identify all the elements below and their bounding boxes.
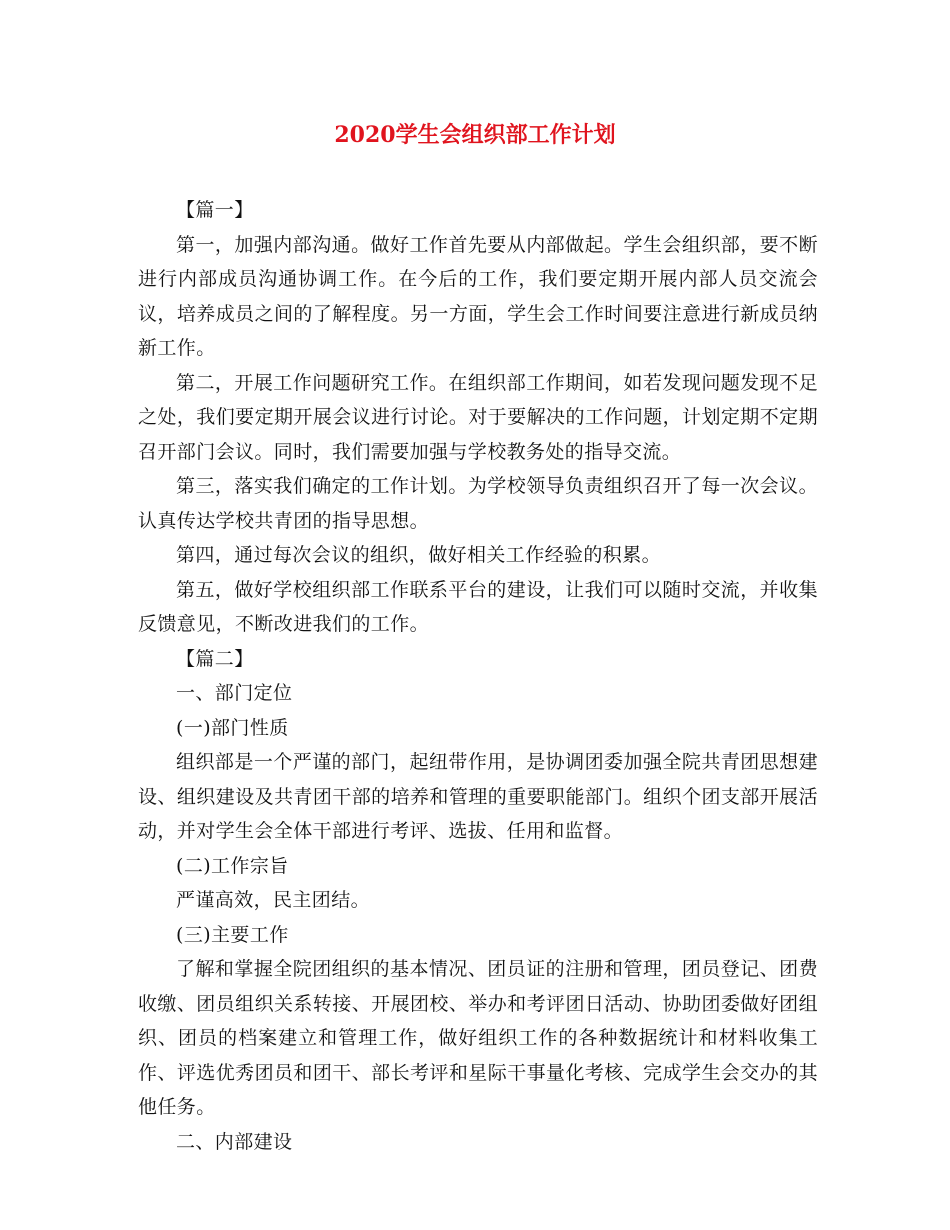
section-heading-1: 【篇一】 (176, 199, 254, 221)
paragraph: 第五，做好学校组织部工作联系平台的建设，让我们可以随时交流，并收集反馈意见，不断改进我们的工作。 (138, 578, 818, 635)
paragraph: 第三，落实我们确定的工作计划。为学校领导负责组织召开了每一次会议。认真传达学校共青团的指导思想。 (138, 475, 818, 532)
paragraph: 严谨高效，民主团结。 (176, 889, 371, 911)
subheading: 一、部门定位 (176, 682, 293, 704)
section-heading-2: 【篇二】 (176, 647, 254, 670)
paragraph: 了解和掌握全院团组织的基本情况、团员证的注册和管理，团员登记、团费收缴、团员组织关系转接、开展团校、举办和考评团日活动、协助团委做好团组织、团员的档案建立和管理工作，做好组织工作的各种数据统计和材料收集工作、评选优秀团员和团干、部长考评和星际干事量化考核、完成学生会交办的其他任务。 (138, 958, 818, 1118)
paragraph: 第二，开展工作问题研究工作。在组织部工作期间，如若发现问题发现不足之处，我们要定期开展会议进行讨论。对于要解决的工作问题，计划定期不定期召开部门会议。同时，我们需要加强与学校教务处的指导交流。 (138, 371, 818, 463)
paragraph: 第四，通过每次会议的组织，做好相关工作经验的积累。 (176, 544, 662, 566)
subheading: (三)主要工作 (176, 923, 289, 946)
subheading: (一)部门性质 (176, 716, 289, 739)
subheading: 二、内部建设 (176, 1130, 293, 1153)
document-title: 2020学生会组织部工作计划 (334, 122, 616, 148)
paragraph: 组织部是一个严谨的部门，起纽带作用，是协调团委加强全院共青团思想建设、组织建设及共青团干部的培养和管理的重要职能部门。组织个团支部开展活动，并对学生会全体干部进行考评、选拔、任用和监督。 (138, 751, 818, 842)
subheading: (二)工作宗旨 (176, 854, 289, 877)
document-body (138, 193, 818, 1159)
paragraph: 第一，加强内部沟通。做好工作首先要从内部做起。学生会组织部，要不断进行内部成员沟通协调工作。在今后的工作，我们要定期开展内部人员交流会议，培养成员之间的了解程度。另一方面，学生会工作时间要注意进行新成员纳新工作。 (138, 233, 818, 359)
